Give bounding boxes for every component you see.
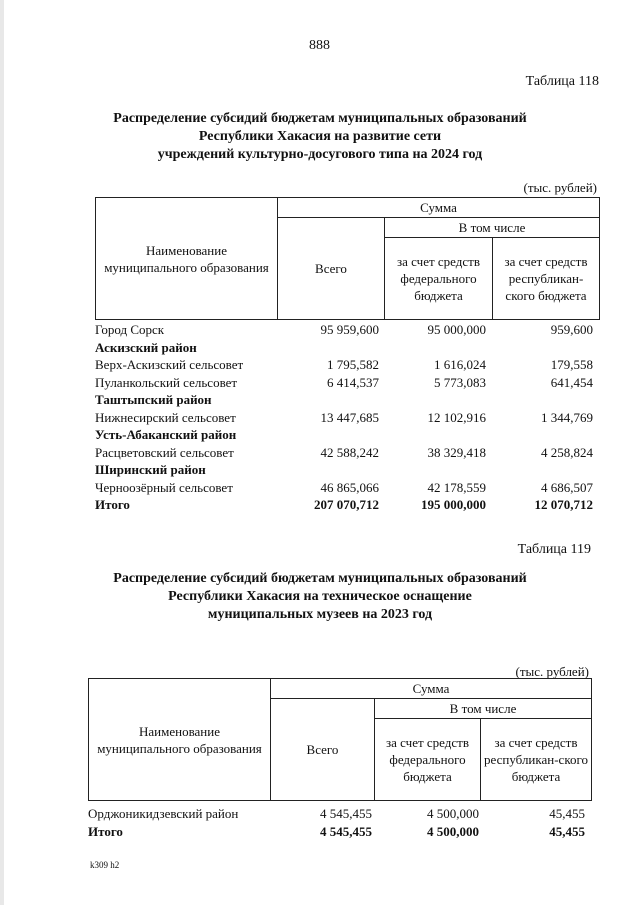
title-line: муниципальных музеев на 2023 год bbox=[207, 607, 433, 622]
table-caption: Таблица 118 bbox=[525, 74, 599, 89]
row-total: 4 545,455 bbox=[320, 824, 372, 839]
table-row bbox=[95, 357, 599, 375]
header-name: Наименование муниципального образования bbox=[96, 198, 278, 320]
table-row bbox=[95, 462, 599, 480]
table-row bbox=[95, 392, 599, 410]
units-label: (тыс. рублей) bbox=[515, 664, 589, 679]
row-federal: 42 178,559 bbox=[427, 479, 486, 495]
row-federal: 4 500,000 bbox=[427, 824, 479, 839]
header-sum: Сумма bbox=[278, 198, 600, 218]
row-name: Аскизский район bbox=[95, 339, 197, 355]
header-federal: за счет средств федерального бюджета bbox=[375, 719, 481, 801]
row-name: Город Сорск bbox=[95, 322, 165, 337]
table-header bbox=[88, 678, 592, 801]
row-republic: 45,455 bbox=[549, 824, 585, 839]
row-republic: 641,454 bbox=[550, 374, 593, 390]
title-line: Республики Хакасия на развитие сети bbox=[198, 129, 442, 144]
title-line: Распределение субсидий бюджетам муниципальных образований bbox=[113, 571, 527, 586]
table-row bbox=[95, 375, 599, 393]
row-name: Расцветовский сельсовет bbox=[95, 444, 234, 460]
title-line: учреждений культурно-досугового типа на 2024 год bbox=[157, 147, 483, 162]
table-row bbox=[95, 480, 599, 498]
row-federal: 95 000,000 bbox=[427, 322, 486, 337]
row-republic: 959,600 bbox=[550, 322, 593, 337]
table-row bbox=[95, 340, 599, 358]
row-name: Таштыпский район bbox=[95, 392, 212, 407]
table-title bbox=[60, 570, 580, 624]
row-federal: 1 616,024 bbox=[434, 357, 486, 372]
title-line: Распределение субсидий бюджетам муниципальных образований bbox=[113, 111, 527, 126]
row-name: Итого bbox=[88, 824, 123, 839]
table-row bbox=[88, 824, 591, 842]
table-caption: Таблица 119 bbox=[517, 542, 591, 557]
row-federal: 4 500,000 bbox=[427, 806, 479, 821]
row-federal: 5 773,083 bbox=[434, 374, 486, 390]
row-total: 207 070,712 bbox=[314, 497, 379, 512]
row-name: Ширинский район bbox=[95, 462, 206, 477]
header-name: Наименование муниципального образования bbox=[89, 679, 271, 801]
row-federal: 195 000,000 bbox=[421, 497, 486, 512]
table-row bbox=[95, 497, 599, 515]
header-total: Всего bbox=[278, 218, 385, 320]
row-republic: 4 686,507 bbox=[541, 479, 593, 495]
row-total: 4 545,455 bbox=[320, 806, 372, 821]
row-total: 13 447,685 bbox=[320, 409, 379, 425]
row-republic: 1 344,769 bbox=[541, 409, 593, 425]
table-body bbox=[95, 322, 599, 522]
row-name: Итого bbox=[95, 497, 130, 512]
header-republic: за счет средств республикан-ского бюджета bbox=[481, 719, 592, 801]
table-row bbox=[95, 322, 599, 340]
table-body bbox=[88, 806, 591, 846]
table-row bbox=[95, 427, 599, 445]
row-name: Усть-Абаканский район bbox=[95, 427, 237, 442]
row-total: 46 865,066 bbox=[320, 479, 379, 495]
row-total: 95 959,600 bbox=[320, 322, 379, 337]
row-name: Нижнесирский сельсовет bbox=[95, 409, 236, 425]
scan-edge bbox=[0, 0, 4, 905]
row-name: Пуланкольский сельсовет bbox=[95, 374, 238, 390]
table-header bbox=[95, 197, 600, 320]
header-including: В том числе bbox=[385, 218, 600, 238]
row-federal: 12 102,916 bbox=[427, 409, 486, 425]
row-republic: 4 258,824 bbox=[541, 444, 593, 460]
header-republic: за счет средств республикан-ского бюджета bbox=[493, 238, 600, 320]
row-total: 42 588,242 bbox=[320, 444, 379, 460]
row-republic: 179,558 bbox=[550, 357, 593, 372]
footer-code: k309 h2 bbox=[90, 860, 120, 870]
row-federal: 38 329,418 bbox=[427, 444, 486, 460]
title-line: Республики Хакасия на техническое оснащение bbox=[168, 589, 472, 604]
header-total: Всего bbox=[271, 699, 375, 801]
units-label: (тыс. рублей) bbox=[523, 180, 597, 195]
table-row bbox=[95, 410, 599, 428]
row-total: 6 414,537 bbox=[327, 374, 379, 390]
header-sum: Сумма bbox=[271, 679, 592, 699]
row-total: 1 795,582 bbox=[327, 357, 379, 372]
row-name: Верх-Аскизский сельсовет bbox=[95, 357, 244, 372]
row-name: Орджоникидзевский район bbox=[88, 806, 239, 821]
header-federal: за счет средств федерального бюджета bbox=[385, 238, 493, 320]
table-row bbox=[88, 806, 591, 824]
row-republic: 45,455 bbox=[549, 806, 585, 821]
page-number: 888 bbox=[309, 38, 330, 53]
header-including: В том числе bbox=[375, 699, 592, 719]
table-title bbox=[60, 110, 580, 164]
row-republic: 12 070,712 bbox=[534, 497, 593, 512]
table-row bbox=[95, 445, 599, 463]
row-name: Черноозёрный сельсовет bbox=[95, 479, 233, 495]
